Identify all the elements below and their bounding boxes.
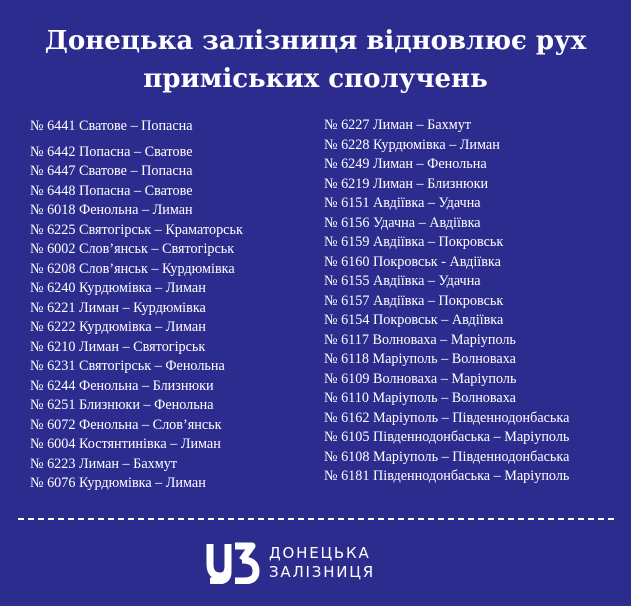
route-item: № 6154 Покровськ – Авдіївка <box>324 312 504 328</box>
route-item: № 6160 Покровськ - Авдіївка <box>324 253 501 270</box>
uz-logo <box>204 542 375 584</box>
title-line-1: Донецька залізниця відновлює рух <box>44 26 587 56</box>
route-item: № 6105 Південнодонбаська – Маріуполь <box>324 429 570 445</box>
route-item: № 6225 Святогірськ – Краматорськ <box>30 221 243 238</box>
logo-wordmark-line-1: ДОНЕЦЬКА <box>269 544 371 562</box>
route-item: № 6157 Авдіївка – Покровськ <box>324 292 504 309</box>
route-item: № 6442 Попасна – Сватове <box>30 143 193 160</box>
route-item: № 6240 Курдюмівка – Лиман <box>30 280 206 296</box>
route-item: № 6110 Маріуполь – Волноваха <box>324 390 516 406</box>
route-item: № 6223 Лиман – Бахмут <box>30 455 177 472</box>
route-item: № 6249 Лиман – Фенольна <box>324 156 487 172</box>
route-item: № 6447 Сватове – Попасна <box>30 163 193 179</box>
routes-left-column <box>30 117 243 494</box>
logo-wordmark-line-2: ЗАЛІЗНИЦЯ <box>269 563 375 581</box>
route-item: № 6002 Слов’янськ – Святогірськ <box>30 241 235 257</box>
route-item: № 6181 Південнодонбаська – Маріуполь <box>324 468 570 484</box>
dashed-divider <box>18 518 614 520</box>
route-item: № 6448 Попасна – Сватове <box>30 182 193 199</box>
route-item: № 6117 Волноваха – Маріуполь <box>324 331 516 348</box>
route-item: № 6109 Волноваха – Маріуполь <box>324 370 517 387</box>
route-item: № 6244 Фенольна – Близнюки <box>30 377 214 394</box>
route-item: № 6155 Авдіївка – Удачна <box>324 273 481 289</box>
page-title <box>0 22 631 98</box>
route-item: № 6018 Фенольна – Лиман <box>30 202 193 218</box>
route-item: № 6221 Лиман – Курдюмівка <box>30 299 206 316</box>
route-item: № 6118 Маріуполь – Волноваха <box>324 351 516 367</box>
route-item: № 6151 Авдіївка – Удачна <box>324 195 481 211</box>
route-item: № 6162 Маріуполь – Південнодонбаська <box>324 409 570 426</box>
title-line-2: приміських сполучень <box>143 64 488 94</box>
route-item: № 6251 Близнюки – Фенольна <box>30 397 214 413</box>
route-item: № 6208 Слов’янськ – Курдюмівка <box>30 260 235 277</box>
uz-logo-icon <box>204 542 260 584</box>
route-item: № 6108 Маріуполь – Південнодонбаська <box>324 448 570 465</box>
route-item: № 6441 Сватове – Попасна <box>30 118 193 134</box>
route-item: № 6156 Удачна – Авдіївка <box>324 214 481 231</box>
route-item: № 6219 Лиман – Близнюки <box>324 175 489 192</box>
routes-right-column <box>324 116 569 487</box>
route-item: № 6228 Курдюмівка – Лиман <box>324 136 500 153</box>
route-item: № 6222 Курдюмівка – Лиман <box>30 319 206 335</box>
route-item: № 6076 Курдюмівка – Лиман <box>30 475 206 491</box>
route-item: № 6159 Авдіївка – Покровськ <box>324 234 504 250</box>
route-item: № 6227 Лиман – Бахмут <box>324 117 471 133</box>
logo-wordmark <box>269 544 375 582</box>
route-item: № 6004 Костянтинівка – Лиман <box>30 436 221 452</box>
route-item: № 6231 Святогірськ – Фенольна <box>30 358 225 374</box>
route-item: № 6072 Фенольна – Слов’янськ <box>30 416 222 433</box>
route-item: № 6210 Лиман – Святогірськ <box>30 338 206 355</box>
